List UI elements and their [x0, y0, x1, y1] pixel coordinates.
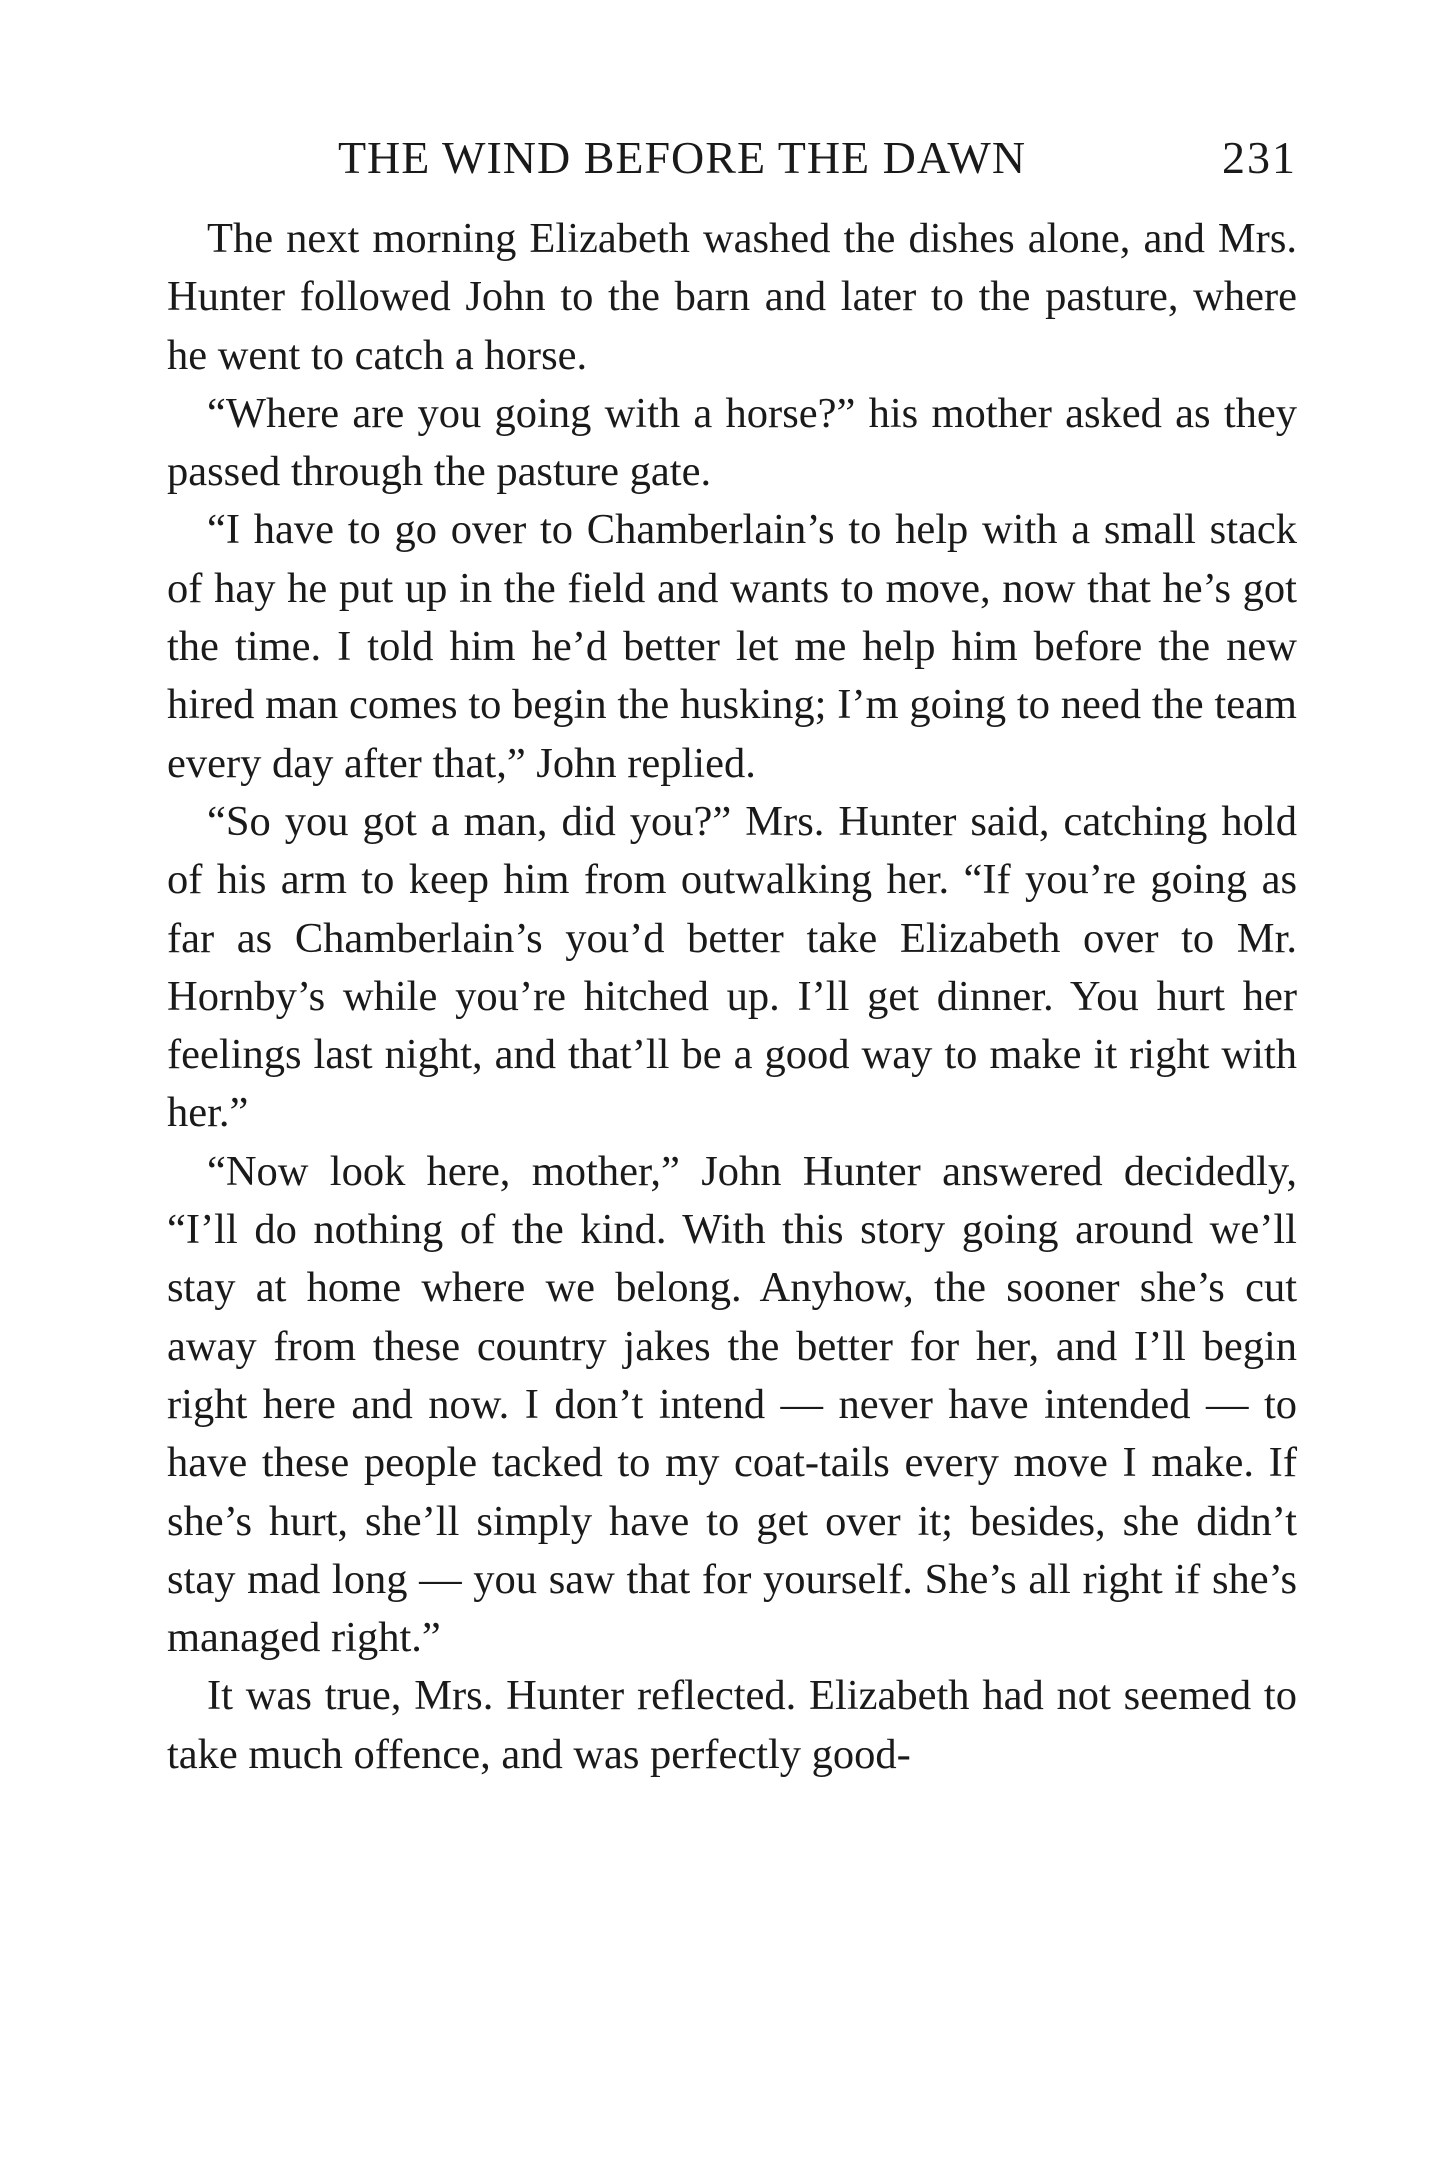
- paragraph: It was true, Mrs. Hunter reflected. Elizabeth had not seemed to take much offence, and was perfectly good-: [167, 1672, 1297, 1778]
- paragraph: “Where are you going with a horse?” his mother asked as they passed through the pasture gate.: [167, 389, 1297, 496]
- paragraph: “So you got a man, did you?” Mrs. Hunter said, catching hold of his arm to keep him from outwalking her. “If you’re going as far as Chamberlain’s you’d better take Elizabeth over to Mr. Hornby’s while you’re hitched up. I’ll get dinner. You hurt her feelings last night, and that’ll be a good way to make it right with her.”: [167, 797, 1297, 1137]
- page-number: 231: [1222, 132, 1297, 183]
- running-title: THE WIND BEFORE THE DAWN: [337, 132, 1027, 183]
- running-head: [167, 128, 1297, 188]
- paragraph: “I have to go over to Chamberlain’s to help with a small stack of hay he put up in the field and wants to move, now that he’s got the time. I told him he’d better let me help him before the new hired man comes to begin the husking; I’m going to need the team every day after that,” John replied.: [167, 506, 1297, 787]
- body-text: [167, 210, 1297, 1784]
- paragraph: “Now look here, mother,” John Hunter answered decidedly, “I’ll do nothing of the kind. With this story going around we’ll stay at home where we belong. Anyhow, the sooner she’s cut away from these country jakes the better for her, and I’ll begin right here and now. I don’t intend — never have intended — to have these people tacked to my coat-tails every move I make. If she’s hurt, she’ll simply have to get over it; besides, she didn’t stay mad long — you saw that for yourself. She’s all right if she’s managed right.”: [167, 1147, 1297, 1662]
- paragraph: The next morning Elizabeth washed the dishes alone, and Mrs. Hunter followed John to the barn and later to the pasture, where he went to catch a horse.: [167, 215, 1297, 379]
